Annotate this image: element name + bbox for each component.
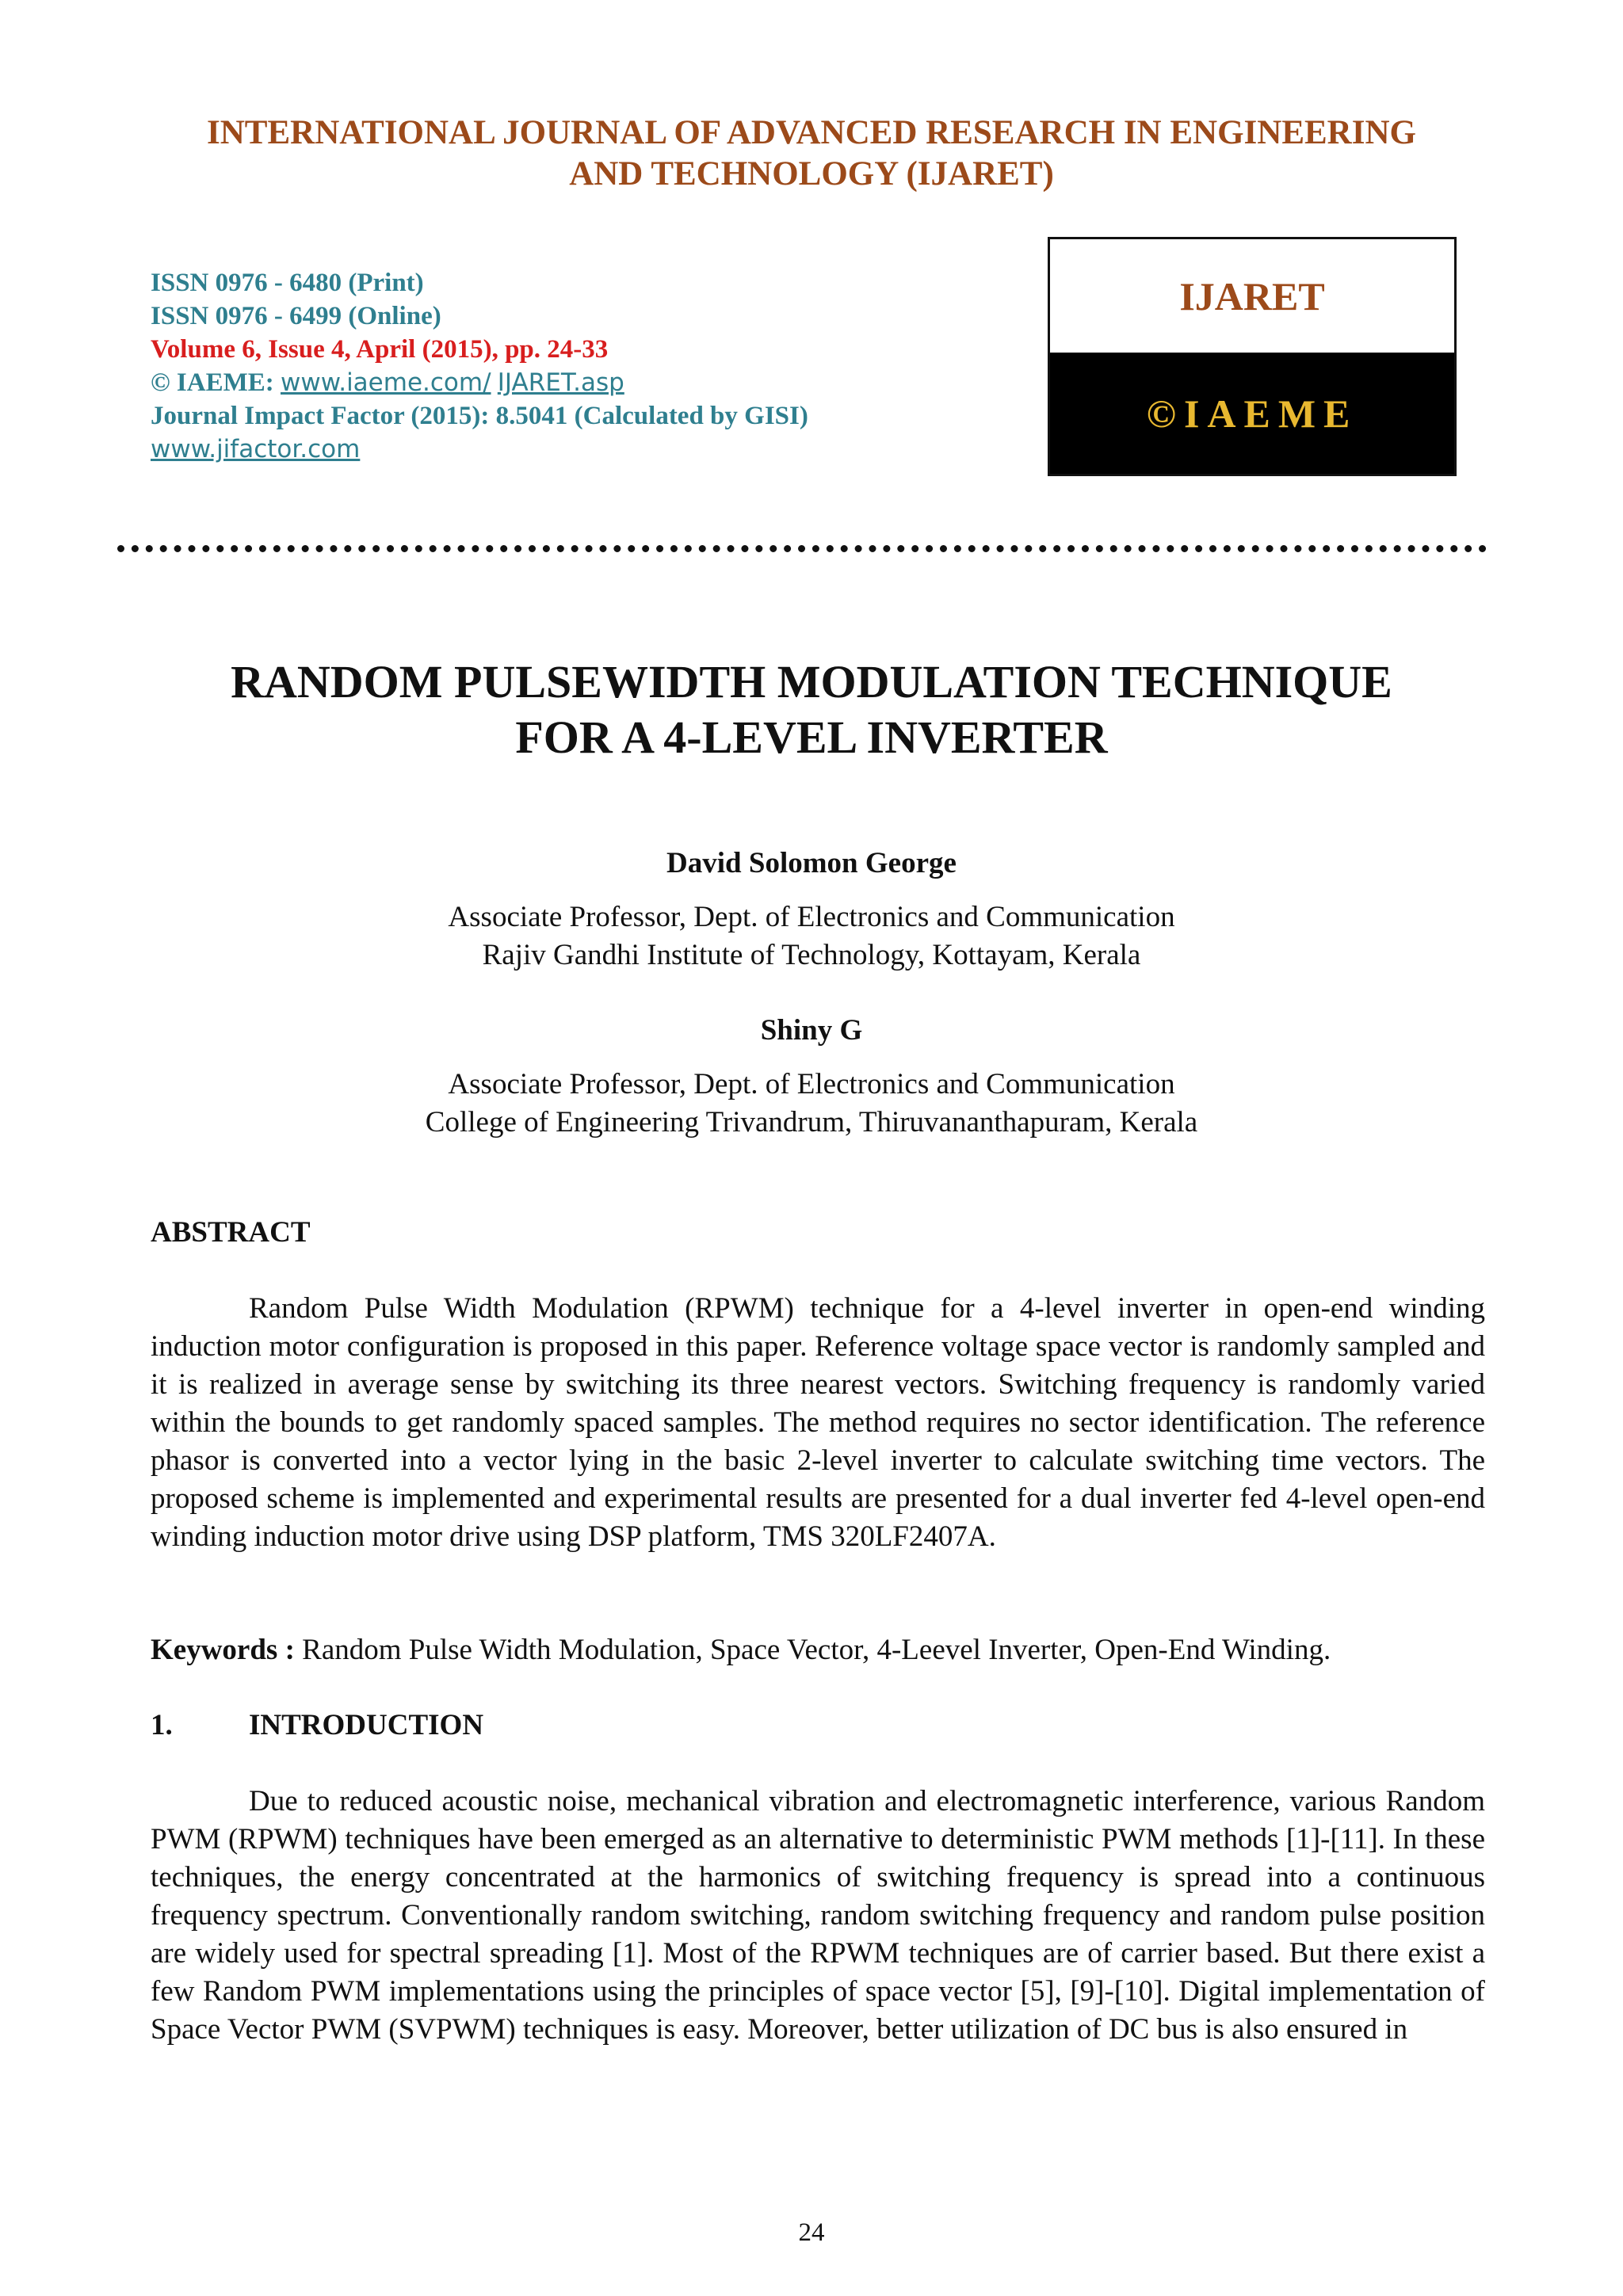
author-2-affil-line1: Associate Professor, Dept. of Electronics and Communication [448,1068,1175,1100]
logo-bottom-text: ©IAEME [1050,353,1454,474]
author-1-affil-line2: Rajiv Gandhi Institute of Technology, Kottayam, Kerala [482,939,1141,971]
author-2 [119,1012,1504,1142]
iaeme-line [151,366,808,399]
dotted-divider [117,545,1487,552]
abstract-heading: ABSTRACT [151,1216,311,1249]
ijaret-logo [1048,237,1457,476]
paper-title [119,654,1504,765]
intro-text: Due to reduced acoustic noise, mechanical vibration and electromagnetic interference, various Random PWM (RPWM) techniques have been emerged as an alternative to deterministic PWM methods [1]-[11]. In these techniques, the energy concentrated at the harmonics of switching frequency is spread into a continuous frequency spectrum. Conventionally random switching, random switching frequency and random pulse position are widely used for spectral spreading [1]. Most of the RPWM techniques are of carrier based. But there exist a few Random PWM implementations using the principles of space vector [5], [9]-[10]. Digital implementation of Space Vector PWM (SVPWM) techniques is easy. Moreover, better utilization of DC bus is also ensured in [151,1785,1485,2046]
author-1 [119,845,1504,974]
intro-heading [151,1708,483,1742]
author-2-name: Shiny G [760,1014,863,1047]
journal-title-line1: INTERNATIONAL JOURNAL OF ADVANCED RESEARCH IN ENGINEERING [207,114,1416,151]
keywords-label: Keywords : [151,1634,295,1666]
journal-title-line2: AND TECHNOLOGY (IJARET) [569,155,1054,193]
jifactor-link[interactable]: www.jifactor.com [151,435,361,463]
abstract-text: Random Pulse Width Modulation (RPWM) technique for a 4-level inverter in open-end winding induction motor configuration is proposed in this paper. Reference voltage space vector is randomly sampled and it is realized in average sense by switching its three nearest vectors. Switching frequency is randomly varied within the bounds to get randomly spaced samples. The method requires no sector identification. The reference phasor is converted into a vector lying in the basic 2-level inverter to calculate switching time vectors. The proposed scheme is implemented and experimental results are presented for a dual inverter fed 4-level open-end winding induction motor drive using DSP platform, TMS 320LF2407A. [151,1292,1485,1553]
iaeme-link-1[interactable]: www.iaeme.com/ [281,368,491,397]
journal-meta [151,266,808,466]
journal-title [119,113,1504,195]
paper-title-line1: RANDOM PULSEWIDTH MODULATION TECHNIQUE [231,656,1392,707]
page-number: 24 [798,2218,825,2247]
keywords-text: Random Pulse Width Modulation, Space Vector, 4-Leevel Inverter, Open-End Winding. [294,1634,1331,1666]
logo-top-text: IJARET [1050,239,1454,353]
iaeme-label: © IAEME: [151,368,274,397]
author-1-affil-line1: Associate Professor, Dept. of Electronics and Communication [448,901,1175,933]
paper-title-line2: FOR A 4-LEVEL INVERTER [515,711,1108,763]
intro-number: 1. [151,1709,173,1741]
impact-factor: Journal Impact Factor (2015): 8.5041 (Calculated by GISI) [151,402,808,430]
issn-online: ISSN 0976 - 6499 (Online) [151,302,441,330]
iaeme-link-2[interactable]: IJARET.asp [497,368,624,397]
author-1-name: David Solomon George [666,847,957,879]
author-2-affil-line2: College of Engineering Trivandrum, Thiruvananthapuram, Kerala [425,1106,1198,1138]
keywords [151,1631,1498,1669]
issn-print: ISSN 0976 - 6480 (Print) [151,269,424,297]
volume-info: Volume 6, Issue 4, April (2015), pp. 24-33 [151,335,609,364]
intro-title: INTRODUCTION [249,1709,484,1741]
